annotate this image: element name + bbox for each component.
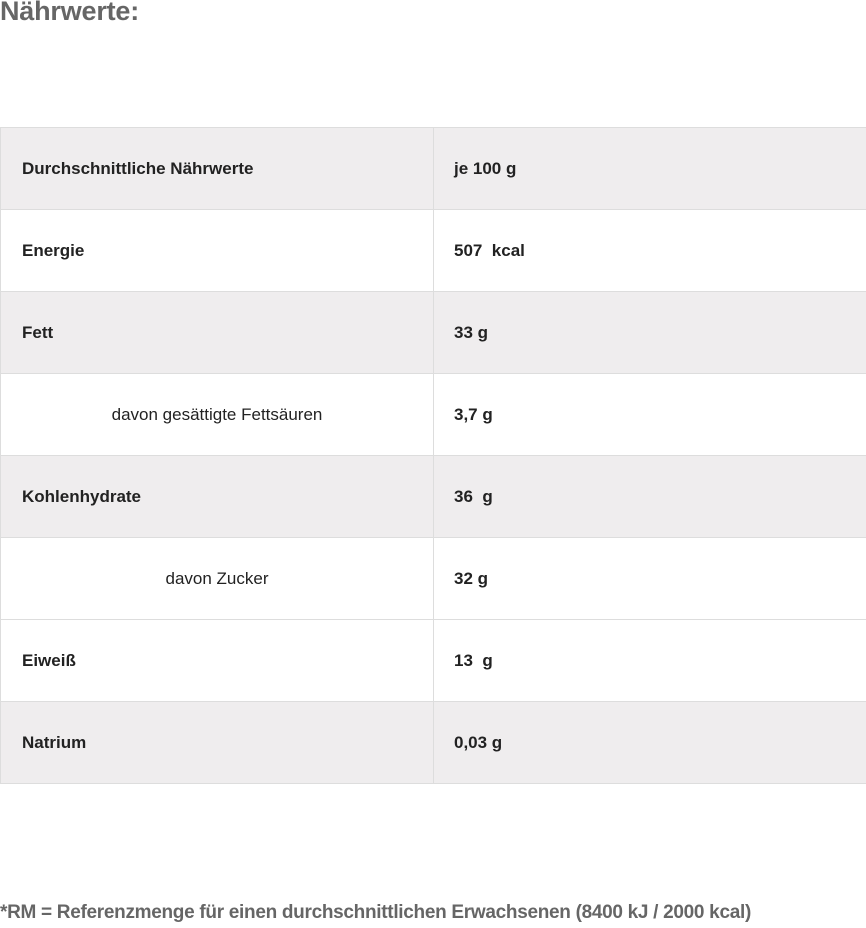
table-row-header bbox=[1, 128, 866, 210]
table-row-energy bbox=[1, 210, 866, 292]
row-label: Kohlenhydrate bbox=[1, 456, 434, 538]
row-value: 36 g bbox=[434, 456, 866, 538]
table-row-fat bbox=[1, 292, 866, 374]
row-value: 13 g bbox=[434, 620, 866, 702]
row-label: Durchschnittliche Nährwerte bbox=[1, 128, 434, 210]
table-row-carbohydrates bbox=[1, 456, 866, 538]
row-label: Eiweiß bbox=[1, 620, 434, 702]
page-heading: Nährwerte: bbox=[0, 0, 140, 26]
row-value: 0,03 g bbox=[434, 702, 866, 784]
row-label: davon gesättigte Fettsäuren bbox=[1, 374, 434, 456]
row-label: Natrium bbox=[1, 702, 434, 784]
row-value: je 100 g bbox=[434, 128, 866, 210]
nutrition-table bbox=[0, 127, 866, 784]
table-row-protein bbox=[1, 620, 866, 702]
row-label: Energie bbox=[1, 210, 434, 292]
reference-footnote: *RM = Referenzmenge für einen durchschnittlichen Erwachsenen (8400 kJ / 2000 kcal) bbox=[0, 902, 751, 923]
table-row-saturated-fat bbox=[1, 374, 866, 456]
row-value: 507 kcal bbox=[434, 210, 866, 292]
row-value: 33 g bbox=[434, 292, 866, 374]
row-value: 3,7 g bbox=[434, 374, 866, 456]
table-row-sodium bbox=[1, 702, 866, 784]
row-label: davon Zucker bbox=[1, 538, 434, 620]
row-label: Fett bbox=[1, 292, 434, 374]
table-row-sugar bbox=[1, 538, 866, 620]
row-value: 32 g bbox=[434, 538, 866, 620]
